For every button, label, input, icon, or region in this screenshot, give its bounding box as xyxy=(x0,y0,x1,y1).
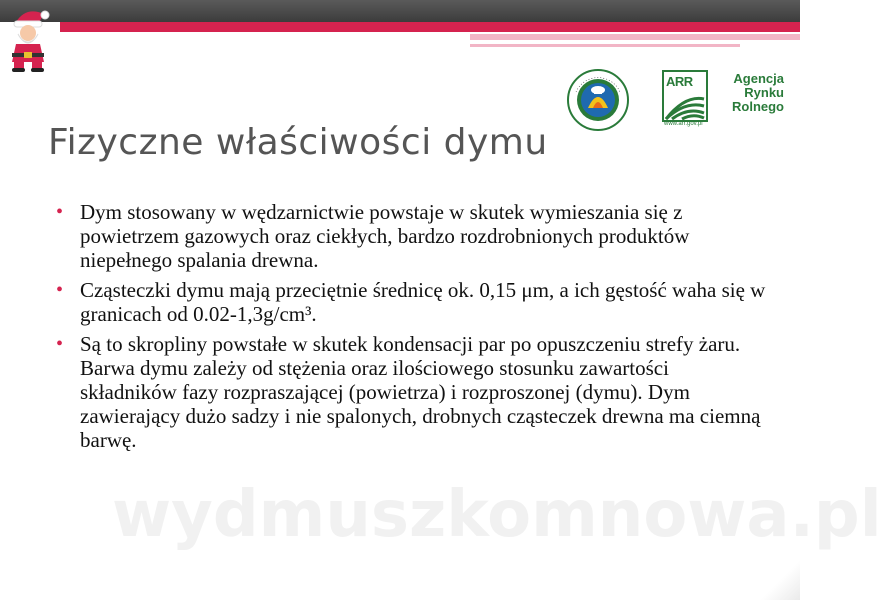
slide-title: Fizyczne właściwości dymu xyxy=(48,122,548,163)
arr-abbreviation: ARR xyxy=(666,74,693,89)
watermark: wydmuszkomnowa.pl xyxy=(112,478,882,552)
bullet-text: Cząsteczki dymu mają przeciętnie średnicę ok. 0,15 μm, a ich gęstość waha się w granicach od 0.02-1,3g/cm³. xyxy=(80,278,766,326)
bullet-item xyxy=(54,200,766,272)
santa-icon xyxy=(4,6,54,72)
bullet-item xyxy=(54,278,766,326)
top-dark-bar xyxy=(0,0,800,22)
arr-logo-box xyxy=(662,70,708,122)
bullet-text: Są to skropliny powstałe w skutek kondensacji par po opuszczeniu strefy żaru. Barwa dymu zależy od stężenia oraz ilościowego stosunku zawartości składników fazy rozpraszającej (powietrza) i rozproszonej (dymu). Dym zawierający dużo sadzy i nie spalonych, drobnych cząsteczek drewna ma ciemną barwę. xyxy=(80,332,761,452)
arr-name: Agencja Rynku Rolnego xyxy=(732,71,784,114)
bullet-dot-icon: • xyxy=(56,333,64,355)
top-light-bar xyxy=(470,34,800,40)
bullet-dot-icon: • xyxy=(56,279,64,301)
top-light-bar-thin xyxy=(470,44,740,47)
bullet-dot-icon: • xyxy=(56,201,64,223)
top-accent-bar xyxy=(60,22,800,32)
association-seal-icon xyxy=(566,68,630,132)
arr-field-stripes-icon xyxy=(666,91,704,119)
arr-url: www.arr.gov.pl xyxy=(664,121,703,127)
bullet-text: Dym stosowany w wędzarnictwie powstaje w skutek wymieszania się z powietrzem gazowych oraz ciekłych, bardzo rozdrobnionych produktów niepełnego spalania drewna. xyxy=(80,200,690,272)
bullet-item xyxy=(54,332,766,452)
page-corner-shadow xyxy=(760,560,800,600)
bullet-list xyxy=(54,200,766,458)
arr-logo-icon xyxy=(662,70,787,130)
